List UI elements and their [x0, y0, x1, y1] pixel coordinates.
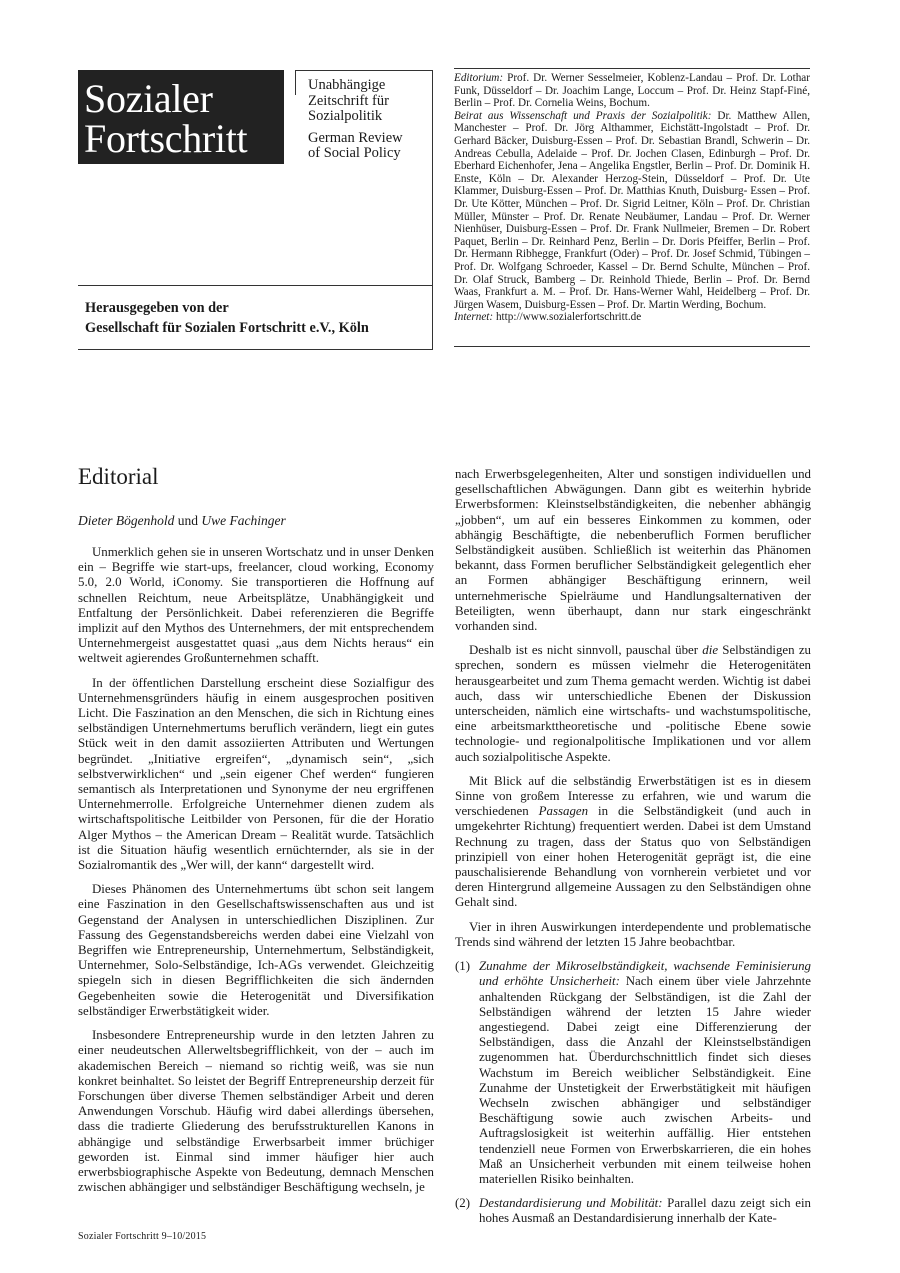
list-text: Parallel dazu zeigt sich ein hohes Ausmaß an Destandardisierung innerhalb der Kate- [479, 1196, 812, 1226]
publisher-line: Herausgegeben von der [85, 300, 229, 316]
editorium-text: Prof. Dr. Werner Sesselmeier, Koblenz-Landau – Prof. Dr. Lothar Funk, Düsseldorf – Dr. Joachim Lange, Loccum – Prof. Dr. Heinz Stapf-Finé, Berlin – Prof. Dr. Cornelia Weins, Bochum. [454, 72, 810, 110]
publisher-block [85, 298, 430, 338]
paragraph: Dieses Phänomen des Unternehmertums übt schon seit langem eine Faszination in den Gesellschaftswissenschaften aus und ist Gegenstand der Analysen in unterschiedlichen Disziplinen. Zur Fassung des Gegenstandsbereichs werden dabei eine Vielzahl von Begriffen wie Entrepreneurship, Unternehmertum, Selbständigkeit, Unternehmer, Solo-Selbständige, Ich-AGs verwendet. Gleichzeitig spiegeln sich in diesen Begrifflichkeiten die sich ändernden Gegebenheiten sowie die Heterogenität und Diversifikation selbständiger Erwerbstätigkeit wider. [78, 882, 434, 1018]
list-heading: Destandardisierung und Mobilität: [479, 1196, 663, 1211]
column-left [78, 545, 434, 1204]
divider [432, 70, 433, 350]
logo-line-1: Sozialer [84, 76, 213, 121]
divider [454, 346, 810, 347]
editorial-board [454, 72, 810, 324]
publisher-line: Gesellschaft für Sozialen Fortschritt e.V., Köln [85, 320, 369, 336]
internet-line [454, 311, 810, 324]
tagline-line: German Review [308, 129, 403, 146]
divider [78, 285, 433, 286]
tagline-line: Zeitschrift für [308, 92, 389, 109]
divider [454, 68, 810, 69]
paragraph: In der öffentlichen Darstellung erscheint diese Sozialfigur des Unternehmensgründers häufig in einem ausgesprochen positiven Licht. Die Faszination an den Menschen, die sich in Richtung eines selbständigen Unternehmertums beruflich verändern, liegt ein gutes Stück weit in den damit assoziierten Attributen und Wertungen begründet. „Initiative ergreifen“, „dynamisch sein“, „sich selbstverwirklichen“ und „sein eigener Chef werden“ fungieren semantisch als Interpretationen und Synonyme der neu ergriffenen Unternehmerrolle. Erfolgreiche Unternehmer dienen zudem als wirtschaftspolitische Leitbilder von Personen, für die der Horatio Alger Mythos – the American Dream – Realität wurde. Tatsächlich ist die Situation häufig wesentlich ernüchternder, als sie in der Sozialromantik des „Wer will, der kann“ dargestellt wird. [78, 675, 434, 873]
list-number: (1) [455, 959, 471, 974]
page-footer: Sozialer Fortschritt 9–10/2015 [78, 1231, 207, 1242]
paragraph: Insbesondere Entrepreneurship wurde in den letzten Jahren zu einer neudeutschen Allerweltsbegrifflichkeit, von der – auch im akademischen Bereich – niemand so richtig weiß, was sie nun konkret beinhaltet. So leistet der Begriff Entrepreneurship derzeit für Forschungen über diverse Themen selbständiger Arbeit und deren Anwendungen Vorschub. Häufig wird dabei allerdings übersehen, dass die tradierte Gliederung des berufsstrukturellen Kanons in abhängige und selbständige Erwerbsarbeit immer brüchiger geworden ist. Einmal sind immer häufiger hier auch erwerbsbiographische Aspekte von Bedeutung, demnach Menschen zwischen abhängiger und selbständiger Beschäftigung wechseln, je [78, 1028, 434, 1195]
author: Dieter Bögenhold [78, 513, 175, 528]
journal-tagline [308, 78, 428, 162]
editorium [454, 72, 810, 110]
list-number: (2) [455, 1196, 471, 1211]
logo-line-2: Fortschritt [84, 116, 248, 161]
divider [295, 70, 433, 71]
emphasis: Passagen [538, 804, 589, 819]
column-right [455, 467, 811, 1236]
beirat-label: Beirat aus Wissenschaft und Praxis der Sozialpolitik: [454, 109, 712, 122]
editorium-label: Editorium: [454, 72, 504, 84]
author: Uwe Fachinger [201, 513, 286, 528]
tagline-line: Unabhängige [308, 77, 386, 93]
journal-logo [78, 70, 284, 164]
divider [295, 70, 296, 95]
paragraph: Deshalb ist es nicht sinnvoll, pauschal über die Selbständigen zu sprechen, sondern es müssen vielmehr die Heterogenitäten herausgearbeitet und zum Thema gemacht werden. Wichtig ist dabei auch, dass wir unterschiedliche Ebenen der Diskussion unterscheiden, nämlich eine wirtschafts- und wachstumspolitische, eine arbeitsmarkttheoretische und -politische Ebene sowie technologie- und regionalpolitische Implikationen und vor allem auch sozialpolitische Aspekte. [455, 643, 811, 764]
article-authors [78, 513, 286, 529]
list-item [455, 959, 811, 1187]
paragraph: Mit Blick auf die selbständig Erwerbstätigen ist es in diesem Sinne von großem Interesse zu erfahren, wie und warum die verschiedenen Passagen in die Selbständigkeit (und auch in umgekehrter Richtung) frequentiert werden. Dabei ist dem Umstand Rechnung zu tragen, dass der Status quo von Selbständigen prinzipiell von einer hohen Heterogenität geprägt ist, die eine pauschalisierende Behandlung von vornherein verbietet und vor deren Hintergrund allgemeine Aussagen zu den Selbständigen ohne Gehalt sind. [455, 773, 811, 910]
paragraph: nach Erwerbsgelegenheiten, Alter und sonstigen individuellen und gesellschaftlichen Abwägungen. Dann gibt es weiterhin hybride Erwerbsformen: Kleinstselbständigkeiten, die nebenher abhängig „jobben“, um auf ein besseres Einkommen zu kommen, oder abhängig Beschäftigte, die nebenberuflich Formen beruflicher Selbständigkeit ausüben. Schließlich ist weiterhin das Phänomen bekannt, dass Formen beruflicher Selbständigkeit gelegentlich eher an Formen abhängiger Beschäftigung erinnern, weil unternehmerische Spielräume und Handlungsalternativen der Beteiligten, wenn überhaupt, dann nur stark eingeschränkt vorhanden sind. [455, 467, 811, 634]
internet-label: Internet: [454, 311, 494, 324]
emphasis: die [702, 643, 719, 658]
beirat-text: Dr. Matthew Allen, Manchester – Prof. Dr. Jörg Althammer, Eichstätt-Ingolstadt – Prof. Dr. Gerhard Bäcker, Duisburg-Essen – Prof. Dr. Sebastian Brandl, Schwerin – Dr. Andreas Cebulla, Adelaide – Prof. Dr. Jochen Clasen, Edinburgh – Prof. Dr. Eberhard Eichenhofer, Jena – Angelika Engstler, Berlin – Prof. Dr. Dominik H. Enste, Köln – Dr. Alexander Herzog-Stein, Düsseldorf – Prof. Dr. Ute Klammer, Duisburg-Essen – Prof. Dr. Matthias Knuth, Duisburg- Essen – Prof. Dr. Ute Kötter, München – Prof. Dr. Sigrid Leitner, Köln – Prof. Dr. Christian Müller, Münster – Prof. Dr. Renate Neubäumer, Landau – Prof. Dr. Werner Nienhüser, Duisburg-Essen – Prof. Dr. Frank Nullmeier, Bremen – Dr. Robert Paquet, Berlin – Dr. Reinhard Penz, Berlin – Dr. Doris Pfeiffer, Berlin – Prof. Dr. Hermann Ribhegge, Frankfurt (Oder) – Prof. Dr. Josef Schmid, Tübingen – Prof. Dr. Wolfgang Schroeder, Kassel – Dr. Bernd Schulte, München – Prof. Dr. Olaf Struck, Bamberg – Dr. Reinhold Thiede, Berlin – Prof. Dr. Bernd Waas, Frankfurt a. M. – Prof. Dr. Hans-Werner Wahl, Heidelberg – Prof. Dr. Jürgen Wasem, Duisburg-Essen – Prof. Dr. Martin Werding, Bochum. [454, 109, 810, 311]
internet-url[interactable]: http://www.sozialerfortschritt.de [493, 311, 642, 324]
tagline-line: Sozialpolitik [308, 108, 383, 124]
list-item [455, 1196, 811, 1226]
list-text: Nach einem über viele Jahrzehnte anhaltenden Rückgang der Selbständigen, ist die Zahl der Selbständigen während der letzten 15 Jahre wieder angestiegend. Dabei zeigt eine Differenzierung der Selbständigen, dass die Anzahl der Kleinstselbständigen zugenommen hat. Überdurchschnittlich findet sich dieses Wachstum im Bereich weiblicher Selbständigkeit. Eine Zunahme der Unstetigkeit der Erwerbstätigkeit mit häufigen Wechseln zwischen abhängiger und selbständiger Beschäftigung sowie auch zwischen Arbeits- und Auftragslosigkeit ist weiterhin auffällig. Hier entstehen tendenziell neue Formen von Erwerbskarrieren, die ein hohes Maß an Unsicherheit verbunden mit einem teilweise hohen materiellen Risiko beinhalten. [479, 974, 811, 1186]
divider [78, 349, 433, 350]
tagline-line: of Social Policy [308, 145, 401, 161]
paragraph: Unmerklich gehen sie in unseren Wortschatz und in unser Denken ein – Begriffe wie start-ups, freelancer, cloud working, Economy 5.0, 2.0 World, iConomy. Sie transportieren die Hoffnung auf schnellen Reichtum, neue Arbeitsplätze, Unabhängigkeit und Entfaltung der Persönlichkeit. Dabei referenzieren die Begriffe implizit auf den Mythos des Unternehmers, der mit entsprechendem Unternehmergeist ausgestattet quasi „aus dem Nichts heraus“ ein weltweit agierendes Großunternehmen schafft. [78, 545, 434, 666]
article-title: Editorial [78, 464, 159, 489]
author-separator: und [174, 513, 202, 528]
list-heading: Zunahme der Mikroselbständigkeit, wachsende Feminisierung und erhöhte Unsicherheit: [479, 959, 811, 989]
advisory-board [454, 110, 810, 312]
paragraph: Vier in ihren Auswirkungen interdependente und problematische Trends sind während der letzten 15 Jahre beobachtbar. [455, 919, 811, 949]
